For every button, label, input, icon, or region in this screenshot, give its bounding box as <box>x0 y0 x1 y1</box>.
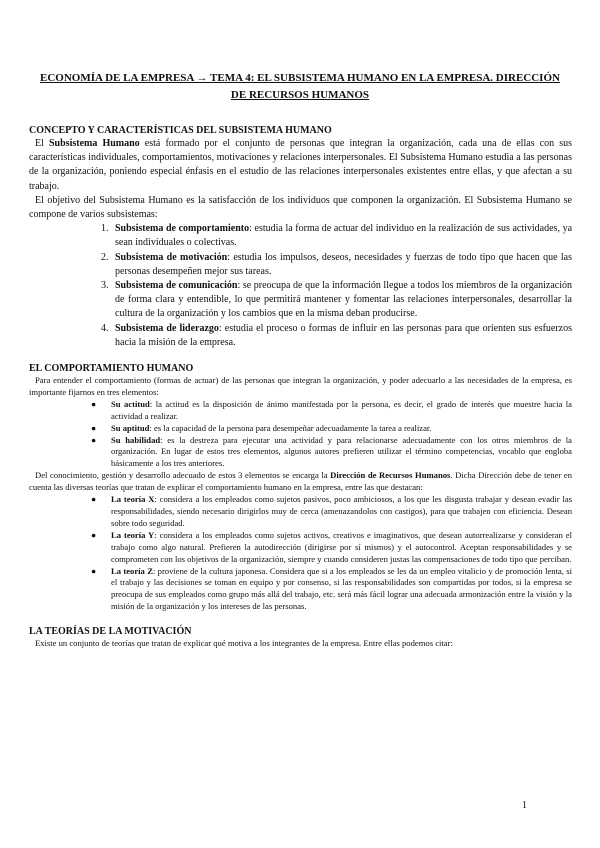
paragraph-intro-comportamiento: Para entender el comportamiento (formas de actuar) de las personas que integran la organización, y poder adecuarlo a las necesidades de la empresa, es importante fijarnos en tres elementos: <box>29 375 572 397</box>
list-item: ● La teoría X: considera a los empleados como sujetos pasivos, poco ambiciosos, a los que les disgusta trabajar y desean evadir las responsabilidades, siendo necesario dirigirlos muy de cerca (amenazandolos con castigos), para que trabajen con eficiencia. Desean sobre todo seguridad. <box>91 494 572 528</box>
page-title: ECONOMÍA DE LA EMPRESA → TEMA 4: EL SUBSISTEMA HUMANO EN LA EMPRESA. DIRECCIÓN DE RECURSOS HUMANOS <box>40 72 560 101</box>
list-item: 3. Subsistema de comunicación: se preocupa de que la información llegue a todos los miembros de la organización de forma clara y entendible, lo que permitirá mantener y fomentar las relaciones interpersonales, desarrollar la cultura de la organización y los cambios que en la misma deban producirse. <box>111 279 572 322</box>
bullet-icon: ● <box>91 529 97 540</box>
bullet-icon: ● <box>91 422 97 433</box>
bullet-icon: ● <box>91 494 97 505</box>
elements-list <box>29 399 572 470</box>
list-item: ● Su actitud: la actitud es la disposición de ánimo manifestada por la persona, es decir, el grado de interés que muestre hacia la actividad a realizar. <box>91 398 572 421</box>
section-heading-comportamiento: EL COMPORTAMIENTO HUMANO <box>29 363 194 375</box>
list-item: ● Su aptitud: es la capacidad de la persona para desempeñar adecuadamente la tarea a realizar. <box>91 422 432 433</box>
list-item: 4. Subsistema de liderazgo: estudia el proceso o formas de influir en las personas para que orienten sus esfuerzos hacia la misión de la empresa. <box>111 322 572 350</box>
section-heading-concepto: CONCEPTO Y CARACTERÍSTICAS DEL SUBSISTEMA HUMANO <box>29 125 332 136</box>
list-item: 2. Subsistema de motivación: estudia los impulsos, deseos, necesidades y fuerzas de todo tipo que hacen que las personas desempeñen mejor sus tareas. <box>111 251 572 279</box>
subsystems-list <box>29 222 572 350</box>
list-item: ● La teoría Z: proviene de la cultura japonesa. Considera que si a los empleados se les da un empleo vitalicio y de promoción lenta, si el trabajo y las decisiones se toman en equipo y por consenso, si las responsabilidades son compartidas por todos, si la empresa se preocupa de sus empleados como grupo más allá del trabajo, etc. será más fácil lograr una adecuada armonización entre la visión y la misión de la organización y los intereses de las personas. <box>91 565 572 612</box>
paragraph-intro-motivacion: Existe un conjunto de teorías que tratan de explicar qué motiva a los integrantes de la empresa. Entre ellas podemos citar: <box>35 638 453 649</box>
page-number: 1 <box>522 800 527 811</box>
theories-list <box>29 494 572 613</box>
bullet-icon: ● <box>91 434 97 445</box>
document-body <box>29 124 572 650</box>
paragraph-objective: El objetivo del Subsistema Humano es la satisfacción de los individuos que componen la organización. El Subsistema Humano se compone de varios subsistemas: <box>29 194 572 221</box>
list-item: ● Su habilidad: es la destreza para ejecutar una actividad y para relacionarse adecuadamente con los otros miembros de la organización. En lugar de estos tres elementos, algunos autores prefieren utilizar el término competencias, vocablo que engloba básicamente a los tres anteriores. <box>91 434 572 469</box>
list-item: 1. Subsistema de comportamiento: estudia la forma de actuar del individuo en la realización de sus actividades, ya sean individuales o colectivas. <box>111 222 572 250</box>
bullet-icon: ● <box>91 565 97 576</box>
paragraph-direccion-rrhh: Del conocimiento, gestión y desarrollo adecuado de estos 3 elementos se encarga la Dirección de Recursos Humanos. Dicha Dirección debe de tener en cuenta las diversas teorías que tratan de explicar el comportamiento humano en la empresa, entre las que destacan: <box>29 470 573 493</box>
list-item: ● La teoría Y: considera a los empleados como sujetos activos, creativos e imaginativos, que desean autorrealizarse y consideran el trabajo como algo natural. Prefieren la autodirección (dirigirse por sí mismos) y el autocontrol. Aceptan responsabilidades y se comprometen con los objetivos de la organización, siempre y cuando consideren justas las compensaciones de todo tipo que perciban. <box>91 529 573 564</box>
paragraph-definition: El Subsistema Humano está formado por el conjunto de personas que integran la organización, cada una de ellas con sus características individuales, comportamientos, motivaciones y relaciones interpersonales. El Subsistema Humano estudia a las personas de la organización, poniendo especial énfasis en el estudio de las relaciones interpersonales existentes entre ellas, y que afectan a su trabajo. <box>29 138 573 192</box>
bullet-icon: ● <box>91 398 97 409</box>
section-heading-motivacion: LA TEORÍAS DE LA MOTIVACIÓN <box>29 626 192 638</box>
